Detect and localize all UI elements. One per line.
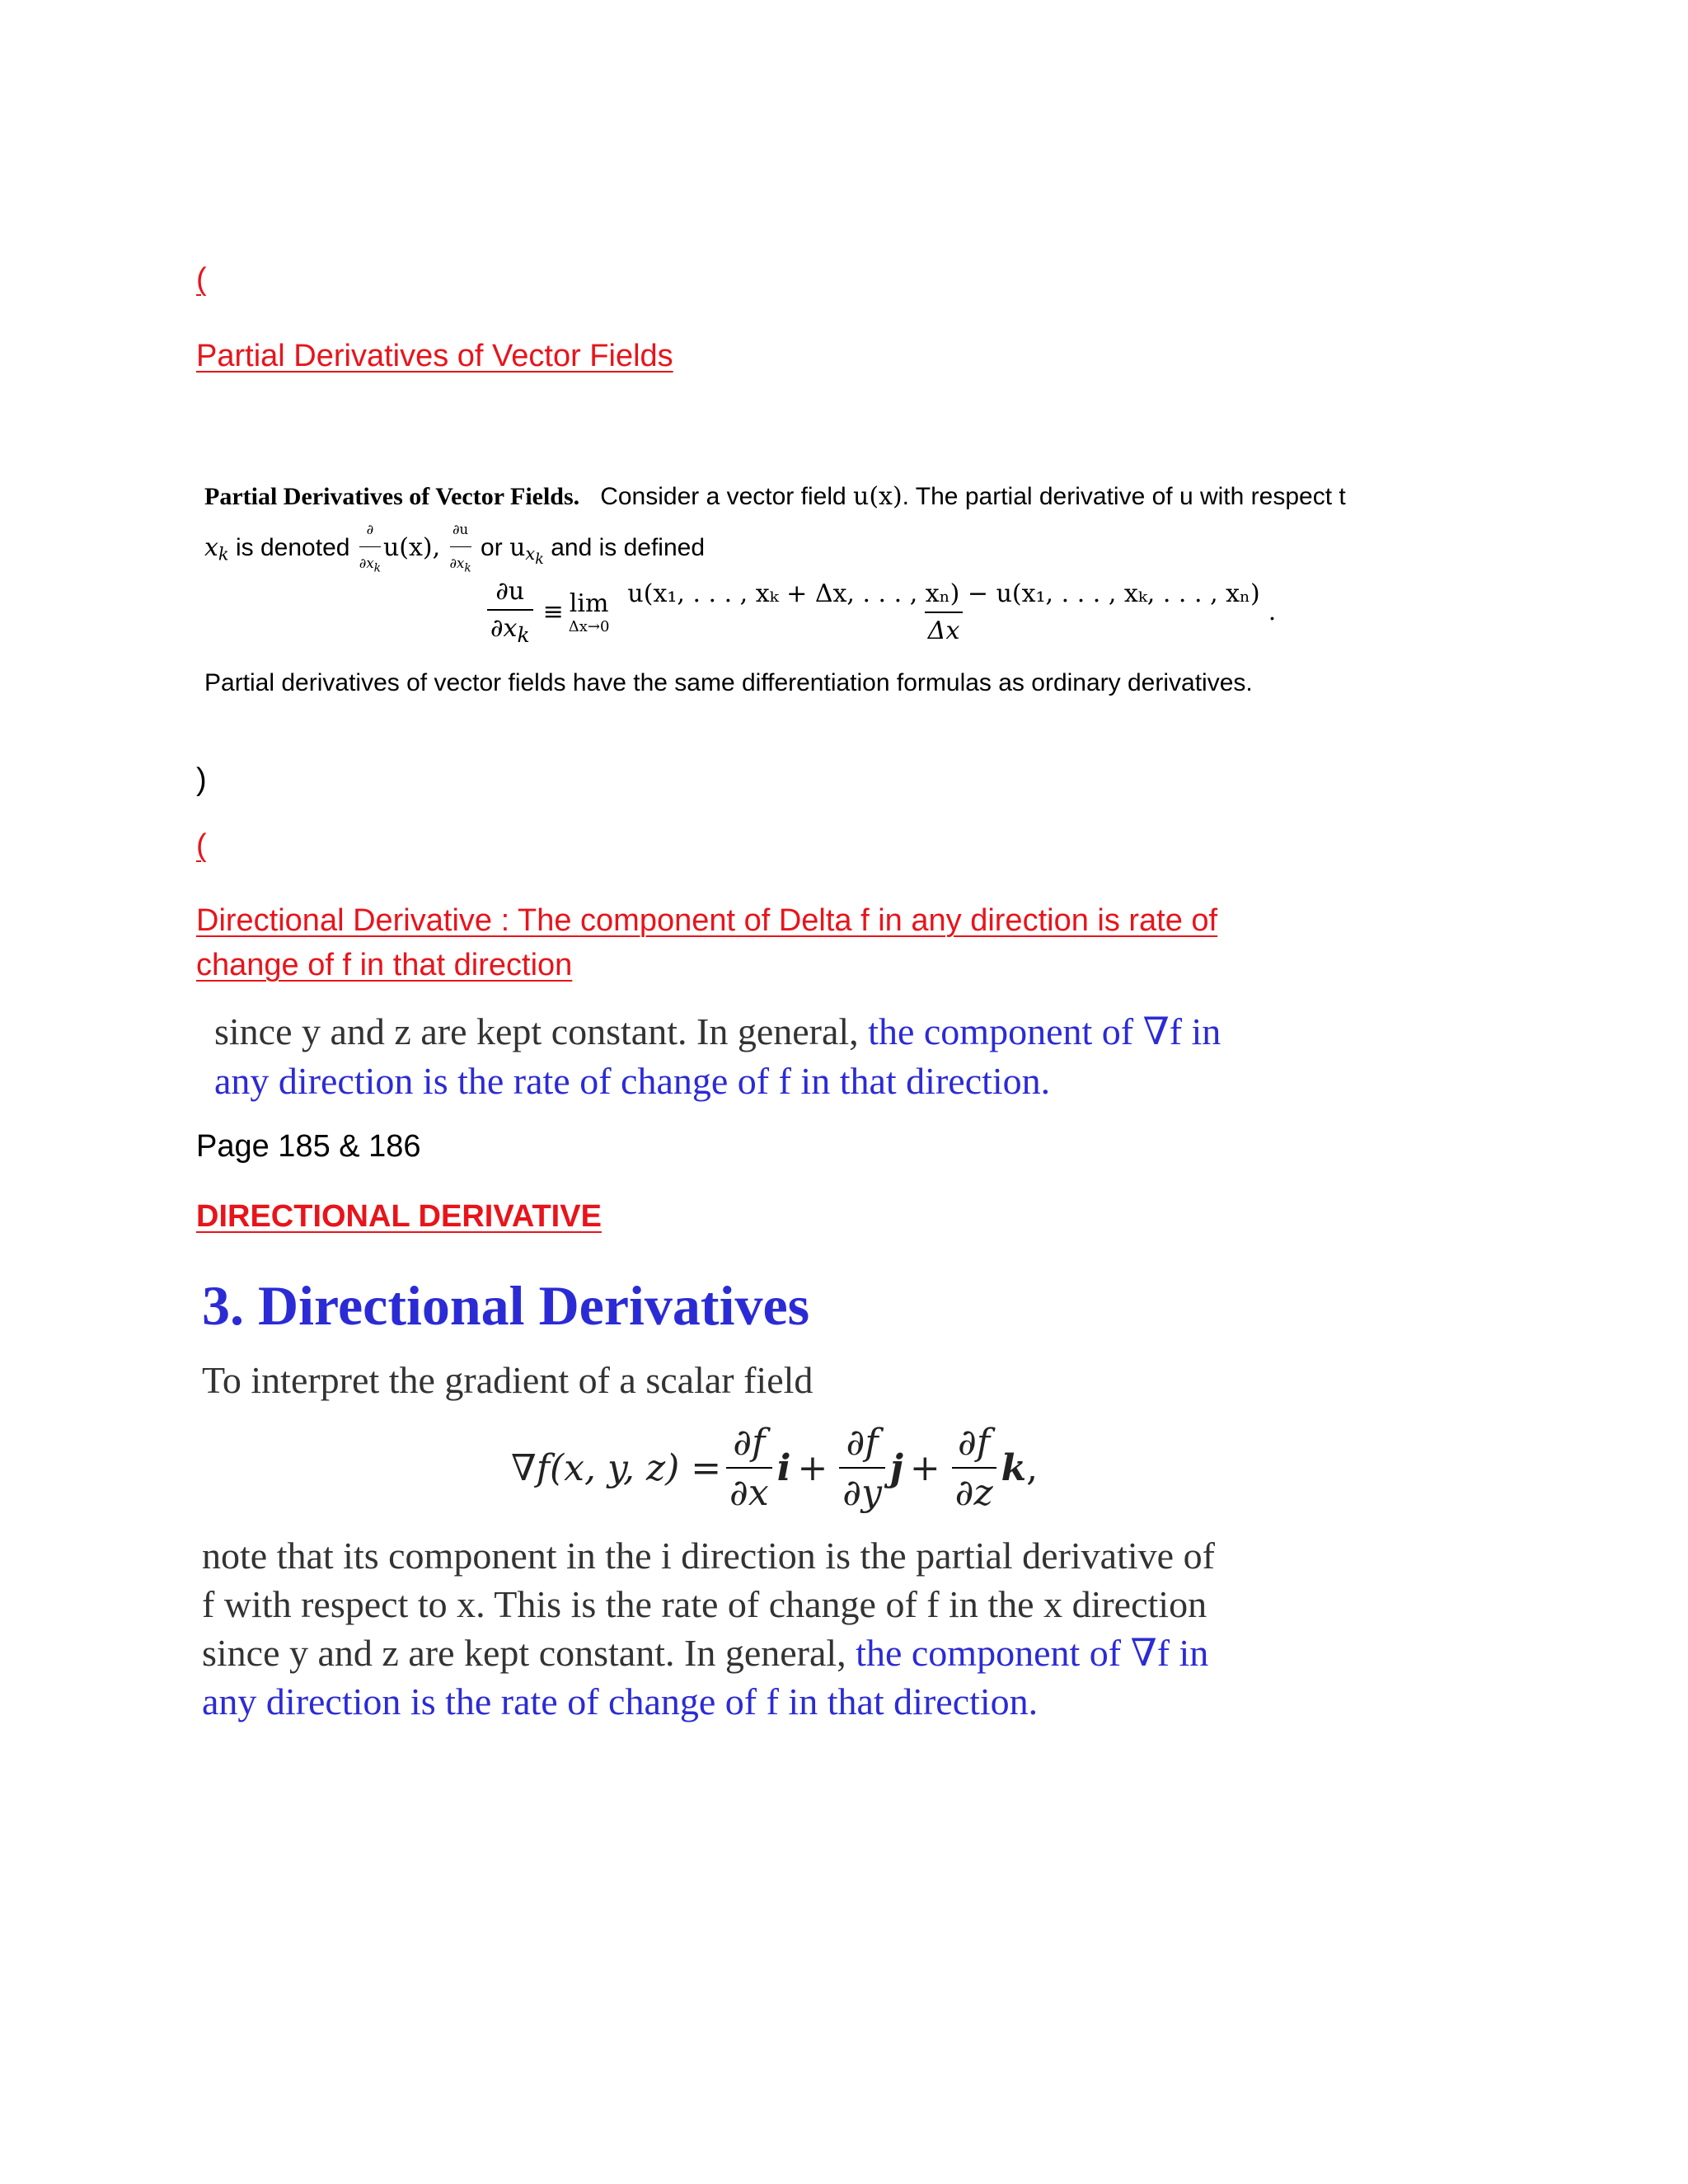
excerpt1-footer: Partial derivatives of vector fields have the same differentiation formulas as ordinary derivatives. [204,669,1253,696]
excerpt3-p2: f with respect to x. This is the rate of change of f in the x direction [202,1583,1207,1625]
close-paren-1: ) [196,762,207,797]
excerpt1-or: or [481,534,503,562]
excerpt1-xk: $x_k$ [204,533,229,565]
eq-frac-x [726,1422,772,1514]
excerpt3-paragraph [202,1531,1215,1726]
eq-num-x: ∂f [733,1422,766,1464]
excerpt1-line2 [204,513,1482,584]
page-reference: Page 185 & 186 [196,1129,421,1164]
excerpt3-intro: To interpret the gradient of a scalar field [202,1359,814,1401]
formula-lim-text: lim [569,588,609,618]
excerpt2-blue1: the component of ∇f in [868,1010,1221,1052]
eq-k: k [1001,1446,1027,1489]
link-directional-line2[interactable]: change of f in that direction [196,948,573,982]
formula-numerator: u(x₁, . . . , xₖ + Δx, . . . , xₙ) − u(x₁, . . . , xₖ, . . . , xₙ) [627,579,1260,608]
excerpt1-uxk: $u_{x_k}$ [509,533,544,569]
link-directional-derivative[interactable] [196,898,1217,987]
excerpt1-field: u(x) [853,482,903,511]
link-partial-derivatives-vector-fields[interactable]: Partial Derivatives of Vector Fields [196,339,673,373]
link-directional-line1[interactable]: Directional Derivative : The component of Delta f in any direction is rate of [196,903,1218,938]
formula-lim-sub: Δx→0 [568,617,610,635]
excerpt3-p1: note that its component in the i direction is the partial derivative of [202,1535,1215,1577]
open-paren-1[interactable]: ( [196,262,207,297]
eq-frac-y [839,1422,885,1514]
formula-denominator: Δx [925,612,964,645]
eq-den-z: ∂z [952,1467,996,1514]
link-directional-derivative-caps[interactable]: DIRECTIONAL DERIVATIVE [196,1199,602,1234]
eq-lhs: ∇f(x, y, z) = [511,1446,722,1489]
formula-lim [569,589,610,635]
eq-num-z: ∂f [958,1422,991,1464]
excerpt1-lead: Consider a vector field [600,483,846,510]
formula-lhs: $\frac{\partial u}{\partial x_k}$ [487,577,533,647]
excerpt1-defined: and is defined [551,534,706,562]
formula-rhs [624,579,1263,645]
eq-num-y: ∂f [846,1422,879,1464]
eq-j: j [889,1446,903,1489]
eq-den-y: ∂y [839,1467,885,1514]
excerpt1-formula: $\frac{\partial u}{\partial x_k}$ ≡ lim Δx→0 u(x₁, . . . , xₖ + Δx, . . . , xₙ) − u(x₁, . . . , xₖ, . . . , xₙ) Δx . [482,577,1276,647]
excerpt1-partial-u: $\frac{\partial u}{\partial x_k}$ [450,513,471,584]
open-paren-2[interactable]: ( [196,828,207,863]
excerpt3-p3 [202,1629,1215,1677]
formula-equiv: ≡ [542,598,564,626]
excerpt1-ux: u(x), [382,533,441,563]
excerpt-directional-snippet [214,1007,1221,1106]
excerpt3-p4: any direction is the rate of change of f in that direction. [202,1680,1039,1722]
excerpt2-line2: any direction is the rate of change of f in that direction. [214,1060,1051,1102]
excerpt3-p3-plain: since y and z are kept constant. In general, [202,1632,846,1674]
excerpt1-line1 [204,480,1482,513]
excerpt1-partial-op: $\frac{\partial}{\partial x_k}$ [359,513,381,584]
excerpt2-line1 [214,1007,1221,1057]
excerpt1-lead2: . The partial derivative of u with respect t [902,483,1346,510]
eq-i: i [776,1446,791,1489]
excerpt2-plain: since y and z are kept constant. In general, [214,1010,859,1052]
excerpt3-heading: 3. Directional Derivatives [202,1274,810,1337]
excerpt-partial-derivatives [204,480,1482,584]
eq-frac-z [952,1422,996,1514]
excerpt1-heading: Partial Derivatives of Vector Fields. [204,483,580,510]
excerpt3-p3-blue: the component of ∇f in [856,1632,1209,1674]
gradient-equation: ∇f(x, y, z) = $\frac{\partial f}{\partial x}$ i + $\frac{\partial f}{\partial y}$ j + $\frac{\partial f}{\partial z}$ k , [511,1422,1039,1514]
excerpt1-denoted: is denoted [236,534,350,562]
eq-den-x: ∂x [726,1467,772,1514]
